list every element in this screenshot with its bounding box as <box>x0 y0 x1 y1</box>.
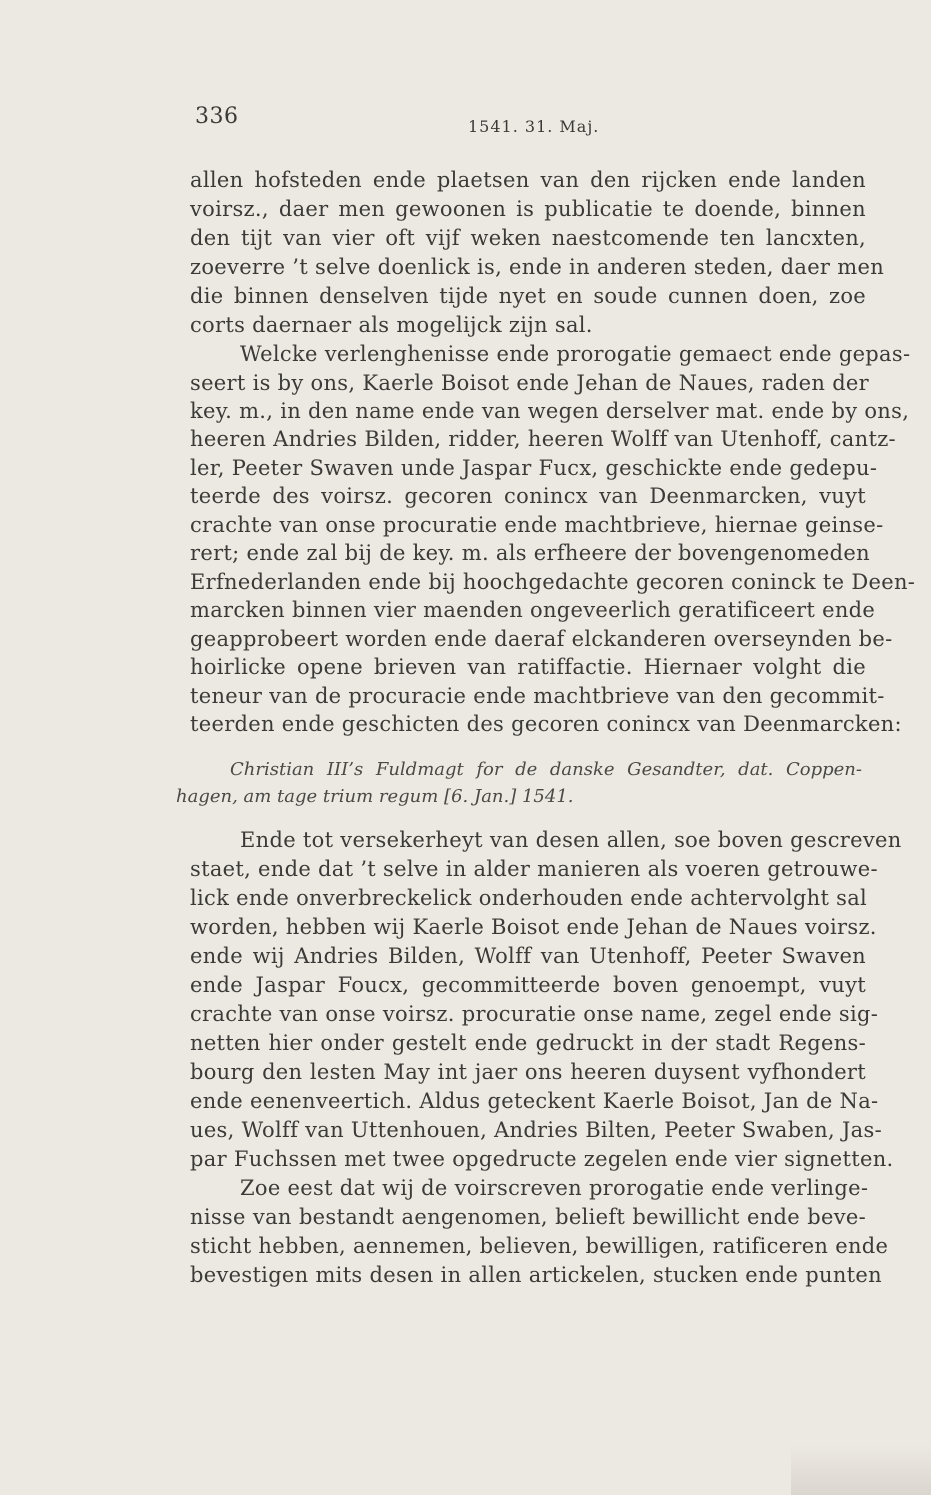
citation-line: hagen, am tage trium regum [6. Jan.] 1541. <box>176 786 574 807</box>
text-line: crachte van onse voirsz. procuratie onse name, zegel ende sig- <box>190 1002 879 1026</box>
citation-line: Christian III’s Fuldmagt for de danske Gesandter, dat. Coppen- <box>230 759 862 780</box>
text-line: Zoe eest dat wij de voirscreven prorogatie ende verlinge- <box>240 1176 869 1200</box>
text-line: staet, ende dat ’t selve in alder manieren als voeren getrouwe- <box>190 857 878 881</box>
text-line: sticht hebben, aennemen, believen, bewilligen, ratificeren ende <box>190 1234 889 1258</box>
text-line: ende Jaspar Foucx, gecommitteerde boven genoempt, vuyt <box>190 973 866 997</box>
text-line: Ende tot versekerheyt van desen allen, soe boven gescreven <box>240 828 902 852</box>
text-line: ler, Peeter Swaven unde Jaspar Fucx, geschickte ende gedepu- <box>190 456 878 480</box>
text-line: ende wij Andries Bilden, Wolff van Utenhoff, Peeter Swaven <box>190 944 866 968</box>
text-line: seert is by ons, Kaerle Boisot ende Jehan de Naues, raden der <box>190 371 869 395</box>
running-head: 1541. 31. Maj. <box>468 117 600 136</box>
text-line: teneur van de procuracie ende machtbrieve van den gecommit- <box>190 684 885 708</box>
text-line: allen hofsteden ende plaetsen van den rijcken ende landen <box>190 168 866 192</box>
page-number: 336 <box>195 104 239 129</box>
text-line: zoeverre ’t selve doenlick is, ende in anderen steden, daer men <box>190 255 885 279</box>
text-line: Welcke verlenghenisse ende prorogatie gemaect ende gepas- <box>240 342 911 366</box>
page-edge-shadow <box>791 1445 931 1495</box>
text-line: teerden ende geschicten des gecoren conincx van Deenmarcken: <box>190 712 902 736</box>
text-line: teerde des voirsz. gecoren conincx van Deenmarcken, vuyt <box>190 484 866 508</box>
text-line: voirsz., daer men gewoonen is publicatie te doende, binnen <box>190 197 866 221</box>
text-line: heeren Andries Bilden, ridder, heeren Wolff van Utenhoff, cantz- <box>190 427 896 451</box>
text-line: crachte van onse procuratie ende machtbrieve, hiernae geinse- <box>190 513 884 537</box>
text-line: par Fuchssen met twee opgedructe zegelen ende vier signetten. <box>190 1147 894 1171</box>
text-line: bevestigen mits desen in allen artickelen, stucken ende punten <box>190 1263 882 1287</box>
text-line: ende eenenveertich. Aldus geteckent Kaerle Boisot, Jan de Na- <box>190 1089 879 1113</box>
text-line: corts daernaer als mogelijck zijn sal. <box>190 313 593 337</box>
text-line: netten hier onder gestelt ende gedruckt in der stadt Regens- <box>190 1031 866 1055</box>
text-line: worden, hebben wij Kaerle Boisot ende Jehan de Naues voirsz. <box>190 915 877 939</box>
text-line: die binnen denselven tijde nyet en soude cunnen doen, zoe <box>190 284 866 308</box>
text-line: bourg den lesten May int jaer ons heeren duysent vyfhondert <box>190 1060 866 1084</box>
text-line: Erfnederlanden ende bij hoochgedachte gecoren coninck te Deen- <box>190 570 916 594</box>
text-line: lick ende onverbreckelick onderhouden ende achtervolght sal <box>190 886 868 910</box>
text-line: hoirlicke opene brieven van ratiffactie. Hiernaer volght die <box>190 655 866 679</box>
text-line: geapprobeert worden ende daeraf elckanderen overseynden be- <box>190 627 893 651</box>
text-line: ues, Wolff van Uttenhouen, Andries Bilten, Peeter Swaben, Jas- <box>190 1118 882 1142</box>
text-line: key. m., in den name ende van wegen derselver mat. ende by ons, <box>190 399 910 423</box>
text-line: rert; ende zal bij de key. m. als erfheere der bovengenomeden <box>190 541 870 565</box>
text-line: nisse van bestandt aengenomen, belieft bewillicht ende beve- <box>190 1205 866 1229</box>
text-line: den tijt van vier oft vijf weken naestcomende ten lancxten, <box>190 226 866 250</box>
text-line: marcken binnen vier maenden ongeveerlich geratificeert ende <box>190 598 876 622</box>
